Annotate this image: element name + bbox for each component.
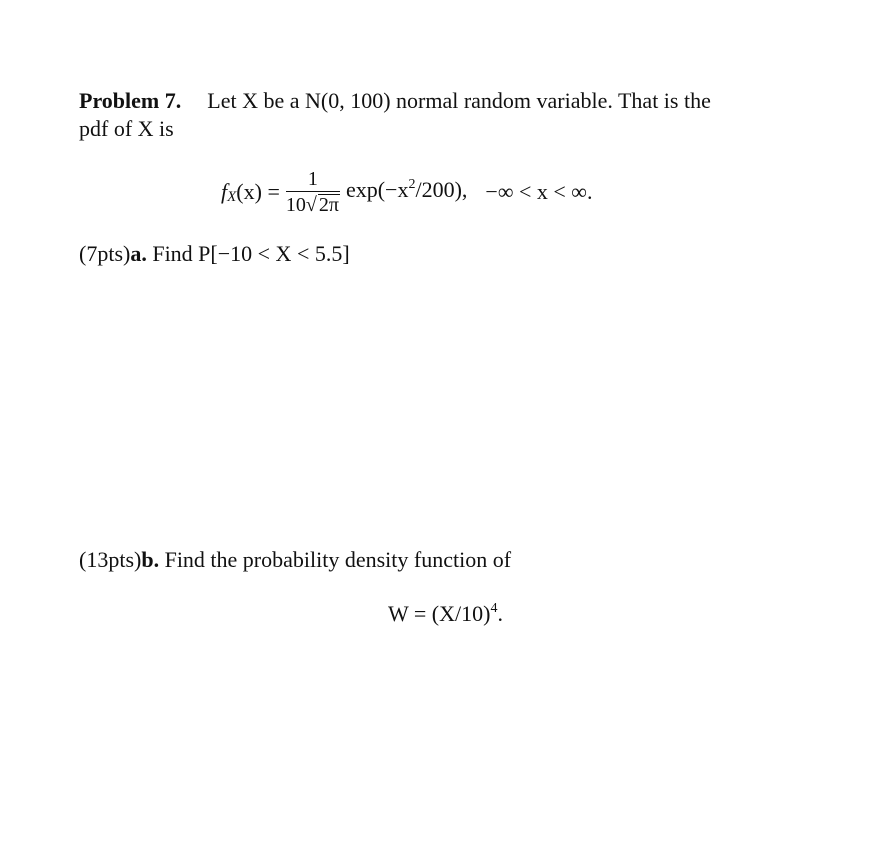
exp-superscript: 2 bbox=[408, 177, 416, 192]
problem-intro bbox=[79, 87, 844, 115]
part-b-letter: b. bbox=[141, 547, 160, 572]
pdf-lhs-argument: (x) = bbox=[236, 179, 280, 204]
part-a-points: (7pts) bbox=[79, 241, 131, 266]
part-b-text: Find the probability density function of bbox=[164, 547, 512, 572]
part-a-text: Find P[−10 < X < 5.5] bbox=[152, 241, 350, 266]
pdf-fraction-numerator: 1 bbox=[307, 168, 318, 190]
denominator-prefix: 10 bbox=[285, 194, 306, 216]
w-equation bbox=[388, 600, 503, 632]
exp-prefix: exp(−x bbox=[345, 177, 409, 202]
fraction-bar bbox=[286, 191, 340, 192]
problem-heading: Problem 7. bbox=[79, 88, 182, 113]
problem-intro-text: Let X be a N(0, 100) normal random variable. That is the bbox=[207, 88, 711, 113]
pdf-fraction-denominator bbox=[286, 194, 340, 216]
pdf-fraction bbox=[286, 168, 340, 216]
pdf-exponential bbox=[346, 176, 467, 208]
pdf-equation bbox=[221, 162, 593, 222]
part-b bbox=[79, 546, 511, 574]
w-eq-main: W = (X/10) bbox=[388, 601, 491, 626]
w-eq-period: . bbox=[497, 601, 503, 626]
part-b-points: (13pts) bbox=[79, 547, 142, 572]
pdf-lhs: f bbox=[221, 179, 228, 204]
sqrt-radicand: 2π bbox=[318, 194, 339, 216]
exp-suffix: /200), bbox=[415, 177, 468, 202]
part-a-letter: a. bbox=[130, 241, 147, 266]
pdf-domain: −∞ < x < ∞. bbox=[485, 179, 593, 204]
problem-intro-continued: pdf of X is bbox=[79, 116, 174, 141]
part-a bbox=[79, 240, 350, 268]
w-eq-superscript: 4 bbox=[490, 601, 498, 616]
sqrt-sign: √ bbox=[305, 194, 317, 216]
pdf-lhs-subscript: X bbox=[227, 189, 237, 205]
